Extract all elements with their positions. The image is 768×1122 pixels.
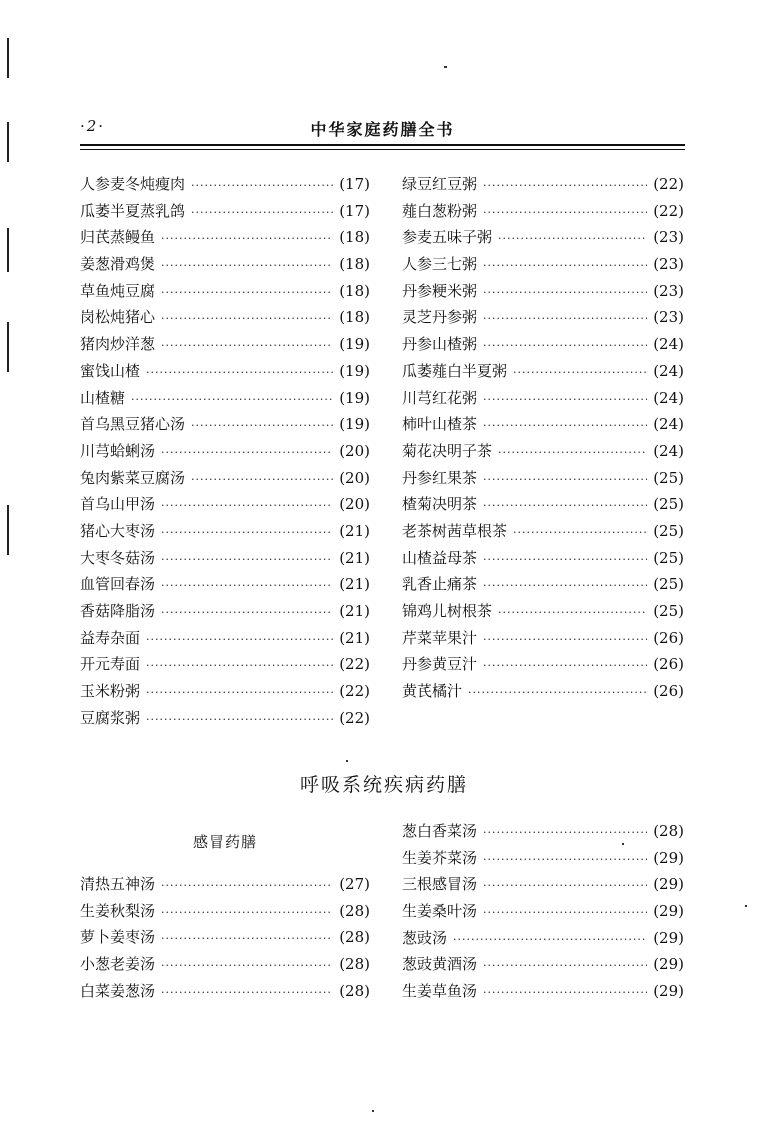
toc-entry-page: (19) [339, 361, 370, 380]
toc-entry-title: 生姜草鱼汤 [402, 982, 478, 1001]
toc-entry-page: (21) [339, 602, 370, 620]
toc-entry-page: (18) [339, 281, 370, 300]
toc-entry-title: 首乌山甲汤 [80, 495, 156, 514]
dot-leader [483, 200, 647, 227]
scan-speck [372, 1110, 374, 1112]
dot-leader [191, 467, 333, 494]
toc-entry[interactable] [80, 951, 370, 978]
toc-entry-title: 生姜秋梨汤 [80, 901, 156, 920]
toc-entry[interactable] [80, 385, 370, 412]
toc-entry-title: 芹菜苹果汁 [402, 628, 478, 647]
toc-entry[interactable] [402, 411, 684, 438]
toc-entry-page: (28) [339, 901, 370, 920]
toc-entry[interactable] [402, 518, 684, 545]
toc-entry-page: (28) [339, 955, 370, 974]
toc-entry-page: (27) [339, 875, 370, 893]
toc-entry[interactable] [402, 978, 684, 1005]
dot-leader [146, 627, 333, 654]
toc-entry-title: 猪肉炒洋葱 [80, 335, 156, 354]
dot-leader [483, 980, 647, 1007]
toc-entry-page: (29) [653, 848, 684, 867]
toc-entry-page: (17) [339, 201, 370, 220]
dot-leader [161, 980, 333, 1007]
dot-leader [161, 226, 333, 253]
toc-entry-title: 柿叶山楂茶 [402, 415, 478, 434]
toc-column-left [80, 171, 370, 731]
scan-speck [745, 905, 747, 907]
toc-entry-page: (29) [653, 902, 684, 921]
toc-entry-page: (20) [339, 468, 370, 487]
toc-entry-page: (29) [653, 875, 684, 894]
toc-entry[interactable] [80, 545, 370, 572]
dot-leader [146, 653, 333, 680]
dot-leader [161, 253, 333, 280]
toc-entry-title: 川芎蛤蜊汤 [80, 441, 156, 460]
toc-entry-title: 大枣冬菇汤 [80, 548, 156, 567]
dot-leader [161, 493, 333, 520]
scan-edge-mark [7, 322, 9, 372]
toc-entry-title: 山楂益母茶 [402, 548, 478, 567]
toc-entry[interactable] [80, 924, 370, 951]
toc-entry[interactable] [402, 651, 684, 678]
toc-entry[interactable] [80, 705, 370, 732]
toc-entry-page: (20) [339, 441, 370, 460]
toc-entry-title: 清热五神汤 [80, 875, 156, 893]
dot-leader [513, 520, 647, 547]
toc-entry-page: (19) [339, 388, 370, 407]
dot-leader [161, 333, 333, 360]
dot-leader [483, 467, 647, 494]
toc-entry-page: (21) [339, 628, 370, 647]
toc-entry-title: 薤白葱粉粥 [402, 201, 478, 220]
scan-edge-mark [7, 505, 9, 555]
toc-entry-page: (26) [653, 628, 684, 647]
toc-entry[interactable] [80, 331, 370, 358]
dot-leader [161, 440, 333, 467]
toc-entry[interactable] [402, 491, 684, 518]
toc-entry[interactable] [402, 845, 684, 872]
toc-entry-page: (21) [339, 548, 370, 567]
toc-entry-title: 老茶树茜草根茶 [402, 521, 508, 540]
toc-entry-title: 山楂糖 [80, 388, 126, 407]
toc-entry-page: (24) [653, 361, 684, 380]
toc-entry-page: (23) [653, 255, 684, 274]
section-title: 呼吸系统疾病药膳 [299, 774, 468, 796]
toc-entry-title: 丹参黄豆汁 [402, 655, 478, 674]
toc-entry[interactable] [402, 438, 684, 465]
toc-entry-title: 人参三七粥 [402, 255, 478, 274]
toc-entry-title: 丹参粳米粥 [402, 281, 478, 300]
toc-entry-page: (29) [653, 982, 684, 1001]
dot-leader [483, 387, 647, 414]
dot-leader [483, 413, 647, 440]
toc-entry[interactable] [402, 331, 684, 358]
toc-entry[interactable] [402, 625, 684, 652]
toc-entry-title: 血管回春汤 [80, 575, 156, 594]
toc-entry-page: (26) [653, 682, 684, 701]
toc-entry-page: (28) [653, 822, 684, 840]
toc-entry[interactable] [402, 385, 684, 412]
toc-entry-page: (24) [653, 388, 684, 407]
toc-entry[interactable] [402, 358, 684, 385]
section-toc-left [80, 871, 370, 1004]
dot-leader [483, 627, 647, 654]
dot-leader [483, 547, 647, 574]
toc-entry-page: (18) [339, 228, 370, 247]
dot-leader [483, 953, 647, 980]
toc-entry-title: 萝卜姜枣汤 [80, 928, 156, 947]
dot-leader [483, 653, 647, 680]
scan-edge-mark [7, 122, 9, 162]
toc-entry-title: 黄芪橘汁 [402, 682, 463, 701]
toc-entry-title: 葱豉黄酒汤 [402, 955, 478, 974]
dot-leader [191, 173, 333, 200]
toc-entry-page: (24) [653, 441, 684, 460]
toc-entry[interactable] [402, 198, 684, 225]
toc-entry-page: (17) [339, 175, 370, 193]
toc-entry-title: 丹参红果茶 [402, 468, 478, 487]
toc-entry-page: (22) [339, 655, 370, 674]
dot-leader [146, 360, 333, 387]
scan-speck [346, 760, 348, 762]
page-header [80, 117, 685, 141]
toc-entry[interactable] [80, 304, 370, 331]
toc-entry[interactable] [80, 251, 370, 278]
header-rule-thin [80, 149, 685, 150]
toc-entry[interactable] [80, 571, 370, 598]
toc-entry-page: (25) [653, 548, 684, 567]
toc-entry-page: (25) [653, 468, 684, 487]
toc-entry[interactable] [80, 491, 370, 518]
toc-entry-page: (21) [339, 575, 370, 594]
toc-entry[interactable] [402, 545, 684, 572]
dot-leader [513, 360, 647, 387]
dot-leader [161, 873, 333, 900]
dot-leader [483, 820, 647, 847]
toc-entry-title: 葱豉汤 [402, 928, 448, 947]
toc-entry-page: (23) [653, 281, 684, 300]
toc-entry[interactable] [80, 598, 370, 625]
dot-leader [191, 200, 333, 227]
toc-entry-page: (29) [653, 928, 684, 947]
toc-entry-title: 川芎红花粥 [402, 388, 478, 407]
section-toc-right [402, 818, 684, 1005]
page-number: ·2· [80, 117, 106, 135]
toc-entry[interactable] [402, 871, 684, 898]
toc-entry-title: 参麦五味子粥 [402, 228, 493, 247]
toc-entry[interactable] [402, 278, 684, 305]
toc-entry-title: 葱白香菜汤 [402, 822, 478, 840]
toc-entry-page: (18) [339, 308, 370, 327]
toc-entry-page: (24) [653, 335, 684, 354]
toc-entry-title: 生姜桑叶汤 [402, 902, 478, 921]
dot-leader [161, 926, 333, 953]
toc-entry[interactable] [80, 651, 370, 678]
toc-entry[interactable] [402, 171, 684, 198]
toc-entry[interactable] [80, 465, 370, 492]
dot-leader [161, 600, 333, 627]
toc-entry-title: 楂菊决明茶 [402, 495, 478, 514]
toc-entry-title: 岗松炖猪心 [80, 308, 156, 327]
dot-leader [161, 547, 333, 574]
toc-entry-title: 归芪蒸鳗鱼 [80, 228, 156, 247]
dot-leader [483, 253, 647, 280]
toc-entry[interactable] [80, 978, 370, 1005]
toc-entry-page: (22) [653, 201, 684, 220]
toc-entry[interactable] [80, 518, 370, 545]
dot-leader [483, 573, 647, 600]
toc-entry[interactable] [402, 898, 684, 925]
toc-entry[interactable] [80, 224, 370, 251]
toc-entry-page: (22) [339, 682, 370, 701]
toc-entry-title: 兔肉紫菜豆腐汤 [80, 468, 186, 487]
dot-leader [161, 520, 333, 547]
toc-entry[interactable] [402, 818, 684, 845]
dot-leader [161, 900, 333, 927]
toc-entry-title: 瓜萎半夏蒸乳鸽 [80, 201, 186, 220]
dot-leader [468, 680, 647, 707]
toc-entry[interactable] [80, 625, 370, 652]
toc-entry[interactable] [402, 598, 684, 625]
dot-leader [483, 847, 647, 874]
dot-leader [483, 900, 647, 927]
toc-entry[interactable] [402, 251, 684, 278]
dot-leader [483, 873, 647, 900]
toc-entry[interactable] [80, 171, 370, 198]
toc-entry-page: (20) [339, 495, 370, 514]
toc-entry-title: 瓜萎薤白半夏粥 [402, 361, 508, 380]
scan-speck [444, 66, 447, 68]
toc-entry-title: 三根感冒汤 [402, 875, 478, 894]
dot-leader [146, 680, 333, 707]
dot-leader [498, 226, 647, 253]
dot-leader [191, 413, 333, 440]
toc-entry[interactable] [80, 278, 370, 305]
toc-entry-title: 白菜姜葱汤 [80, 981, 156, 1000]
toc-entry-title: 菊花决明子茶 [402, 441, 493, 460]
toc-entry-title: 丹参山楂粥 [402, 335, 478, 354]
toc-entry-title: 生姜芥菜汤 [402, 848, 478, 867]
toc-entry-title: 姜葱滑鸡煲 [80, 255, 156, 274]
toc-entry-title: 绿豆红豆粥 [402, 175, 478, 193]
toc-entry-page: (26) [653, 655, 684, 674]
toc-entry-title: 豆腐浆粥 [80, 708, 141, 727]
toc-entry-page: (19) [339, 415, 370, 434]
dot-leader [483, 333, 647, 360]
dot-leader [483, 306, 647, 333]
toc-entry-title: 锦鸡儿树根茶 [402, 602, 493, 620]
dot-leader [483, 173, 647, 200]
toc-entry-title: 人参麦冬炖瘦肉 [80, 175, 186, 193]
toc-entry-page: (24) [653, 415, 684, 434]
toc-entry[interactable] [80, 358, 370, 385]
dot-leader [161, 306, 333, 333]
dot-leader [483, 280, 647, 307]
toc-entry-page: (25) [653, 495, 684, 514]
toc-entry-title: 香菇降脂汤 [80, 602, 156, 620]
toc-entry-title: 玉米粉粥 [80, 682, 141, 701]
dot-leader [498, 440, 647, 467]
toc-entry-page: (25) [653, 575, 684, 594]
toc-entry-title: 蜜饯山楂 [80, 361, 141, 380]
toc-entry[interactable] [80, 411, 370, 438]
toc-entry[interactable] [80, 871, 370, 898]
toc-entry-page: (21) [339, 521, 370, 540]
toc-entry[interactable] [80, 678, 370, 705]
toc-entry[interactable] [80, 898, 370, 925]
toc-entry-page: (23) [653, 228, 684, 247]
toc-entry-title: 草鱼炖豆腐 [80, 281, 156, 300]
toc-entry-page: (22) [653, 175, 684, 193]
toc-entry-page: (25) [653, 602, 684, 620]
toc-entry[interactable] [402, 465, 684, 492]
toc-entry[interactable] [402, 304, 684, 331]
toc-entry[interactable] [402, 925, 684, 952]
toc-entry-title: 首乌黑豆猪心汤 [80, 415, 186, 434]
toc-entry-title: 小葱老姜汤 [80, 955, 156, 974]
dot-leader [161, 573, 333, 600]
scan-edge-mark [7, 38, 9, 78]
toc-entry-title: 开元寿面 [80, 655, 141, 674]
toc-entry[interactable] [80, 438, 370, 465]
toc-entry[interactable] [402, 571, 684, 598]
toc-entry[interactable] [402, 951, 684, 978]
toc-entry-title: 猪心大枣汤 [80, 521, 156, 540]
dot-leader [453, 927, 647, 954]
toc-entry-title: 灵芝丹参粥 [402, 308, 478, 327]
toc-entry-page: (18) [339, 255, 370, 274]
dot-leader [483, 493, 647, 520]
toc-entry-page: (28) [339, 928, 370, 947]
toc-entry[interactable] [402, 678, 684, 705]
toc-entry-title: 益寿杂面 [80, 628, 141, 647]
dot-leader [131, 387, 333, 414]
toc-column-right [402, 171, 684, 705]
dot-leader [161, 953, 333, 980]
toc-entry[interactable] [80, 198, 370, 225]
toc-entry-page: (28) [339, 981, 370, 1000]
dot-leader [146, 707, 333, 734]
toc-entry-page: (25) [653, 521, 684, 540]
book-title: 中华家庭药膳全书 [310, 120, 455, 139]
toc-entry[interactable] [402, 224, 684, 251]
toc-entry-page: (29) [653, 955, 684, 974]
scan-edge-mark [7, 228, 9, 272]
dot-leader [161, 280, 333, 307]
subsection-heading: 感冒药膳 [192, 833, 257, 851]
toc-entry-page: (19) [339, 335, 370, 354]
toc-entry-page: (22) [339, 708, 370, 727]
dot-leader [498, 600, 647, 627]
header-rule [80, 144, 685, 146]
toc-entry-page: (23) [653, 308, 684, 327]
toc-entry-title: 乳香止痛茶 [402, 575, 478, 594]
